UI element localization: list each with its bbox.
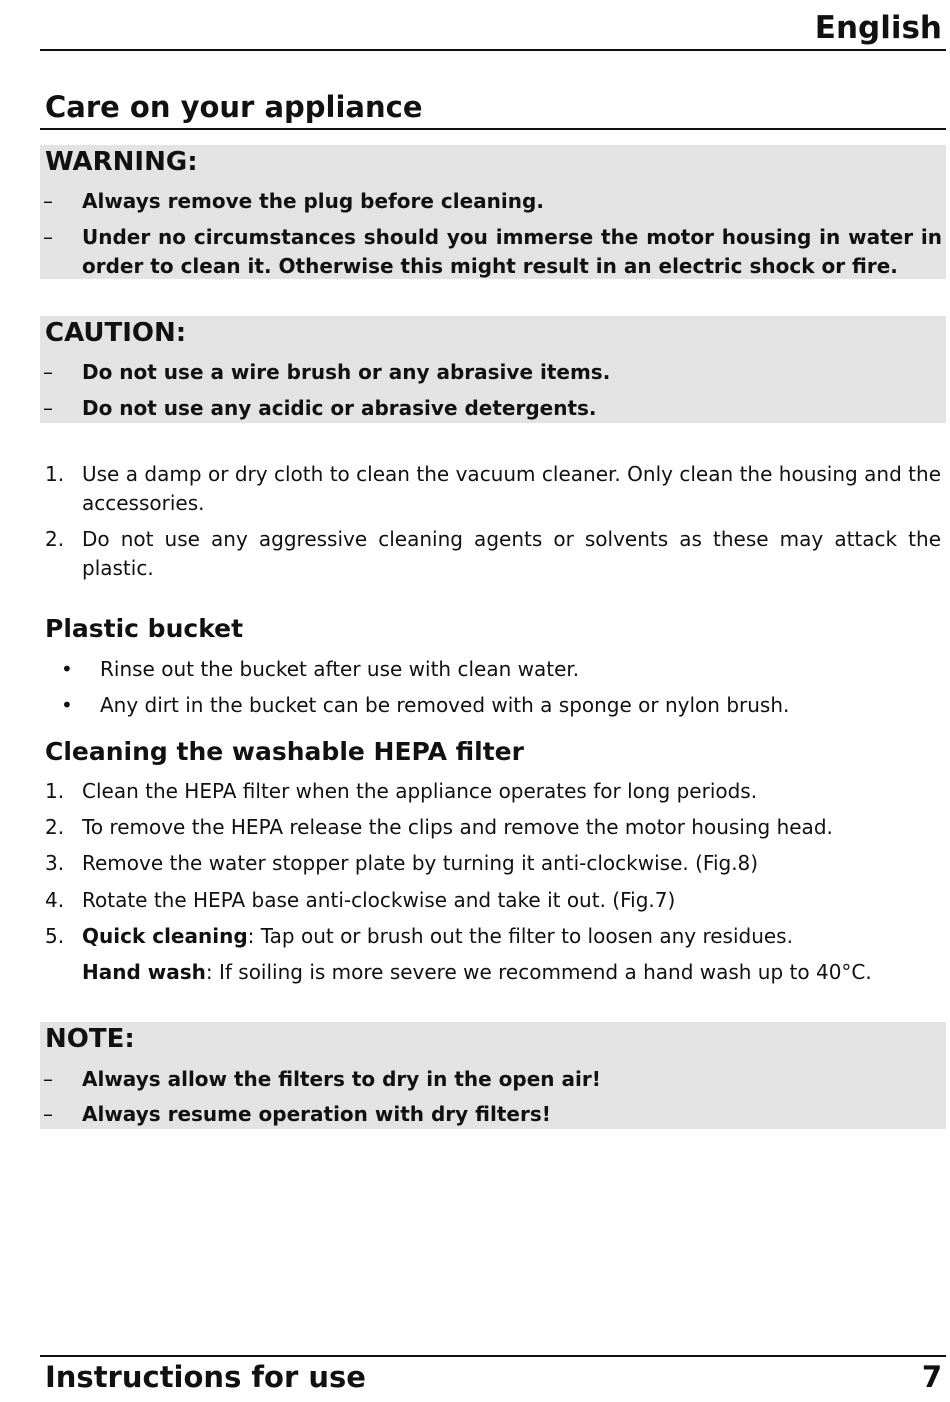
step-number: 2. xyxy=(45,527,65,551)
step-number: 1. xyxy=(45,462,65,486)
section-title-divider xyxy=(40,128,946,130)
header-divider xyxy=(40,49,946,51)
hand-wash-label: Hand wash xyxy=(82,960,206,984)
warning-item-text: Under no circumstances should you immerse the motor housing in water in order to clean it. Otherwise this might result in an electric shock or fire. xyxy=(82,225,942,278)
caution-item xyxy=(40,358,942,387)
caution-box xyxy=(40,316,946,423)
bullet-marker: • xyxy=(61,657,73,681)
step-number: 4. xyxy=(45,888,65,912)
dash-marker: – xyxy=(43,396,53,420)
cleaning-step xyxy=(40,525,941,583)
step-text: To remove the HEPA release the clips and remove the motor housing head. xyxy=(82,815,833,839)
note-item-text: Always allow the filters to dry in the open air! xyxy=(82,1067,601,1091)
note-item xyxy=(40,1100,942,1129)
caution-item xyxy=(40,394,942,423)
language-label: English xyxy=(814,10,942,46)
note-box xyxy=(40,1022,946,1129)
step-text: Remove the water stopper plate by turning it anti-clockwise. (Fig.8) xyxy=(82,851,759,875)
step-text: Clean the HEPA filter when the appliance operates for long periods. xyxy=(82,779,758,803)
hepa-step xyxy=(40,849,941,878)
caution-item-text: Do not use any acidic or abrasive detergents. xyxy=(82,396,597,420)
bullet-marker: • xyxy=(61,693,73,717)
hand-wash-text: : If soiling is more severe we recommend a hand wash up to 40°C. xyxy=(205,960,872,984)
footer-divider xyxy=(40,1355,946,1357)
hepa-step xyxy=(40,922,941,951)
caution-title: CAUTION: xyxy=(45,318,187,348)
bucket-item xyxy=(40,691,941,720)
warning-title: WARNING: xyxy=(45,147,198,177)
step-number: 2. xyxy=(45,815,65,839)
quick-cleaning-text: : Tap out or brush out the filter to loosen any residues. xyxy=(247,924,793,948)
warning-item xyxy=(40,187,942,216)
step-number: 5. xyxy=(45,924,65,948)
dash-marker: – xyxy=(43,189,53,213)
caution-item-text: Do not use a wire brush or any abrasive items. xyxy=(82,360,611,384)
warning-item-text: Always remove the plug before cleaning. xyxy=(82,189,544,213)
bucket-item-text: Any dirt in the bucket can be removed with a sponge or nylon brush. xyxy=(100,693,790,717)
warning-box xyxy=(40,145,946,279)
bucket-heading: Plastic bucket xyxy=(45,614,244,643)
section-title: Care on your appliance xyxy=(45,90,423,124)
dash-marker: – xyxy=(43,1102,53,1126)
quick-cleaning-label: Quick cleaning xyxy=(82,924,248,948)
hepa-step xyxy=(40,813,941,842)
step-text xyxy=(82,958,941,987)
step-text: Use a damp or dry cloth to clean the vacuum cleaner. Only clean the housing and the accessories. xyxy=(82,462,941,515)
hepa-heading: Cleaning the washable HEPA filter xyxy=(45,737,524,766)
hand-wash-paragraph xyxy=(40,958,941,987)
step-number: 3. xyxy=(45,851,65,875)
note-item-text: Always resume operation with dry filters! xyxy=(82,1102,551,1126)
bucket-item-text: Rinse out the bucket after use with clean water. xyxy=(100,657,580,681)
step-text xyxy=(82,922,941,951)
cleaning-step xyxy=(40,460,941,518)
dash-marker: – xyxy=(43,225,53,249)
footer-title: Instructions for use xyxy=(45,1360,366,1394)
bucket-item xyxy=(40,655,941,684)
note-title: NOTE: xyxy=(45,1024,135,1054)
page-number: 7 xyxy=(921,1360,942,1394)
hepa-step xyxy=(40,777,941,806)
step-text: Rotate the HEPA base anti-clockwise and take it out. (Fig.7) xyxy=(82,888,676,912)
hepa-step xyxy=(40,886,941,915)
dash-marker: – xyxy=(43,360,53,384)
dash-marker: – xyxy=(43,1067,53,1091)
step-text: Do not use any aggressive cleaning agents or solvents as these may attack the plastic. xyxy=(82,527,941,580)
step-number: 1. xyxy=(45,779,65,803)
note-item xyxy=(40,1065,942,1094)
warning-item xyxy=(40,223,942,281)
